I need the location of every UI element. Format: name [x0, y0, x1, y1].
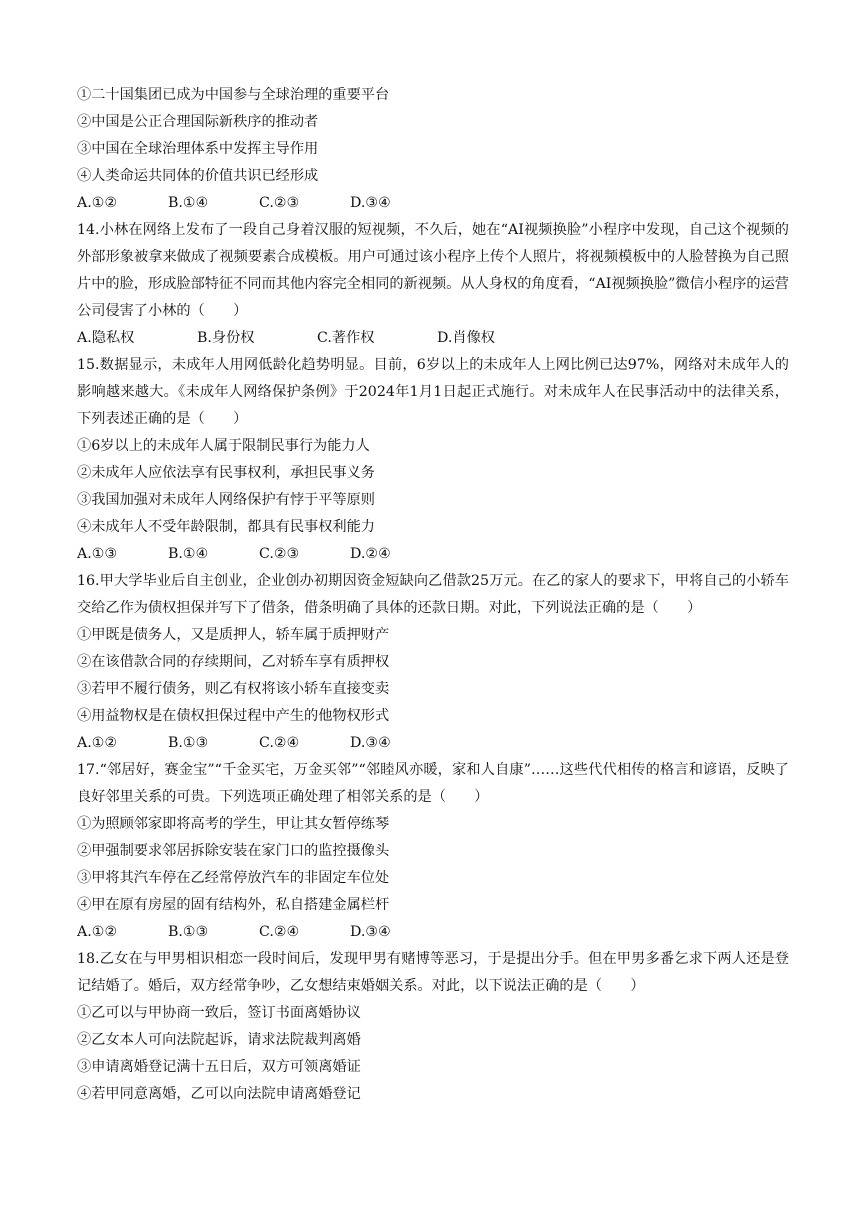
q17-choice-b[interactable]: B.①③ [168, 924, 209, 940]
q14-choice-c[interactable]: C.著作权 [317, 330, 375, 346]
q18-option-3: ③申请离婚登记满十五日后，双方可领离婚证 [77, 1059, 361, 1075]
q17-choice-a[interactable]: A.①② [77, 924, 118, 940]
q13-choices [77, 190, 789, 217]
q16-choice-a[interactable]: A.①② [77, 735, 118, 751]
q16-stem: 16.甲大学毕业后自主创业，企业创办初期因资金短缺向乙借款25万元。在乙的家人的要求下，甲将自己的小轿车交给乙作为债权担保并写下了借条，借条明确了具体的还款日期。对此，下列说法正确的是（ ） [77, 573, 789, 616]
q13-block [77, 82, 789, 217]
q16-choice-d[interactable]: D.③④ [350, 735, 391, 751]
q16-option-2: ②在该借款合同的存续期间，乙对轿车享有质押权 [77, 654, 390, 670]
q14-choice-d[interactable]: D.肖像权 [437, 330, 495, 346]
q16-choice-b[interactable]: B.①③ [168, 735, 209, 751]
q17-option-3: ③甲将其汽车停在乙经常停放汽车的非固定车位处 [77, 870, 390, 886]
q16-block [77, 568, 789, 757]
q18-option-4: ④若甲同意离婚，乙可以向法院申请离婚登记 [77, 1086, 361, 1102]
q13-option-2: ②中国是公正合理国际新秩序的推动者 [77, 114, 319, 130]
q16-option-1: ①甲既是债务人，又是质押人，轿车属于质押财产 [77, 627, 390, 643]
q17-option-1: ①为照顾邻家即将高考的学生，甲让其女暂停练琴 [77, 816, 390, 832]
q16-option-4: ④用益物权是在债权担保过程中产生的他物权形式 [77, 708, 390, 724]
exam-page [77, 82, 789, 1108]
q17-option-2: ②甲强制要求邻居拆除安装在家门口的监控摄像头 [77, 843, 390, 859]
q15-choice-c[interactable]: C.②③ [259, 546, 300, 562]
q13-option-4: ④人类命运共同体的价值共识已经形成 [77, 168, 319, 184]
q15-choice-d[interactable]: D.②④ [350, 546, 391, 562]
q16-choice-c[interactable]: C.②④ [259, 735, 300, 751]
q17-choice-c[interactable]: C.②④ [259, 924, 300, 940]
q18-option-2: ②乙女本人可向法院起诉，请求法院裁判离婚 [77, 1032, 361, 1048]
q13-choice-c[interactable]: C.②③ [259, 195, 300, 211]
q17-choice-d[interactable]: D.③④ [350, 924, 391, 940]
q13-choice-d[interactable]: D.③④ [350, 195, 391, 211]
q14-choice-a[interactable]: A.隐私权 [77, 330, 135, 346]
q14-choices [77, 325, 789, 352]
q15-choices [77, 541, 789, 568]
q14-block [77, 217, 789, 352]
q15-option-4: ④未成年人不受年龄限制，都具有民事权利能力 [77, 519, 375, 535]
q18-stem: 18.乙女在与甲男相识相恋一段时间后，发现甲男有赌博等恶习，于是提出分手。但在甲男多番乞求下两人还是登记结婚了。婚后，双方经常争吵，乙女想结束婚姻关系。对此，以下说法正确的是（ ） [77, 951, 789, 994]
q13-option-3: ③中国在全球治理体系中发挥主导作用 [77, 141, 319, 157]
q15-stem: 15.数据显示，未成年人用网低龄化趋势明显。目前，6岁以上的未成年人上网比例已达97%，网络对未成年人的影响越来越大。《未成年人网络保护条例》于2024年1月1日起正式施行。对未成年人在民事活动中的法律关系，下列表述正确的是（ ） [77, 357, 789, 427]
q16-option-3: ③若甲不履行债务，则乙有权将该小轿车直接变卖 [77, 681, 390, 697]
q17-block [77, 757, 789, 946]
q13-choice-b[interactable]: B.①④ [168, 195, 209, 211]
q18-block [77, 946, 789, 1108]
q15-option-3: ③我国加强对未成年人网络保护有悖于平等原则 [77, 492, 375, 508]
q15-choice-b[interactable]: B.①④ [168, 546, 209, 562]
q14-stem: 14.小林在网络上发布了一段自己身着汉服的短视频，不久后，她在“AI视频换脸”小程序中发现，自己这个视频的外部形象被拿来做成了视频要素合成模板。用户可通过该小程序上传个人照片，将视频模板中的人脸替换为自己照片中的脸，形成脸部特征不同而其他内容完全相同的新视频。从人身权的角度看，“AI视频换脸”微信小程序的运营公司侵害了小林的（ ） [77, 222, 789, 319]
q14-choice-b[interactable]: B.身份权 [197, 330, 255, 346]
q13-option-1: ①二十国集团已成为中国参与全球治理的重要平台 [77, 87, 390, 103]
q13-choice-a[interactable]: A.①② [77, 195, 118, 211]
q15-option-2: ②未成年人应依法享有民事权利，承担民事义务 [77, 465, 375, 481]
q17-stem: 17.“邻居好，赛金宝”“千金买宅，万金买邻”“邻睦风亦暖，家和人自康”……这些代代相传的格言和谚语，反映了良好邻里关系的可贵。下列选项正确处理了相邻关系的是（ ） [77, 762, 789, 805]
q15-option-1: ①6岁以上的未成年人属于限制民事行为能力人 [77, 438, 370, 454]
q17-option-4: ④甲在原有房屋的固有结构外，私自搭建金属栏杆 [77, 897, 390, 913]
q15-choice-a[interactable]: A.①③ [77, 546, 118, 562]
q16-choices [77, 730, 789, 757]
q17-choices [77, 919, 789, 946]
q15-block [77, 352, 789, 568]
q18-option-1: ①乙可以与甲协商一致后，签订书面离婚协议 [77, 1005, 361, 1021]
